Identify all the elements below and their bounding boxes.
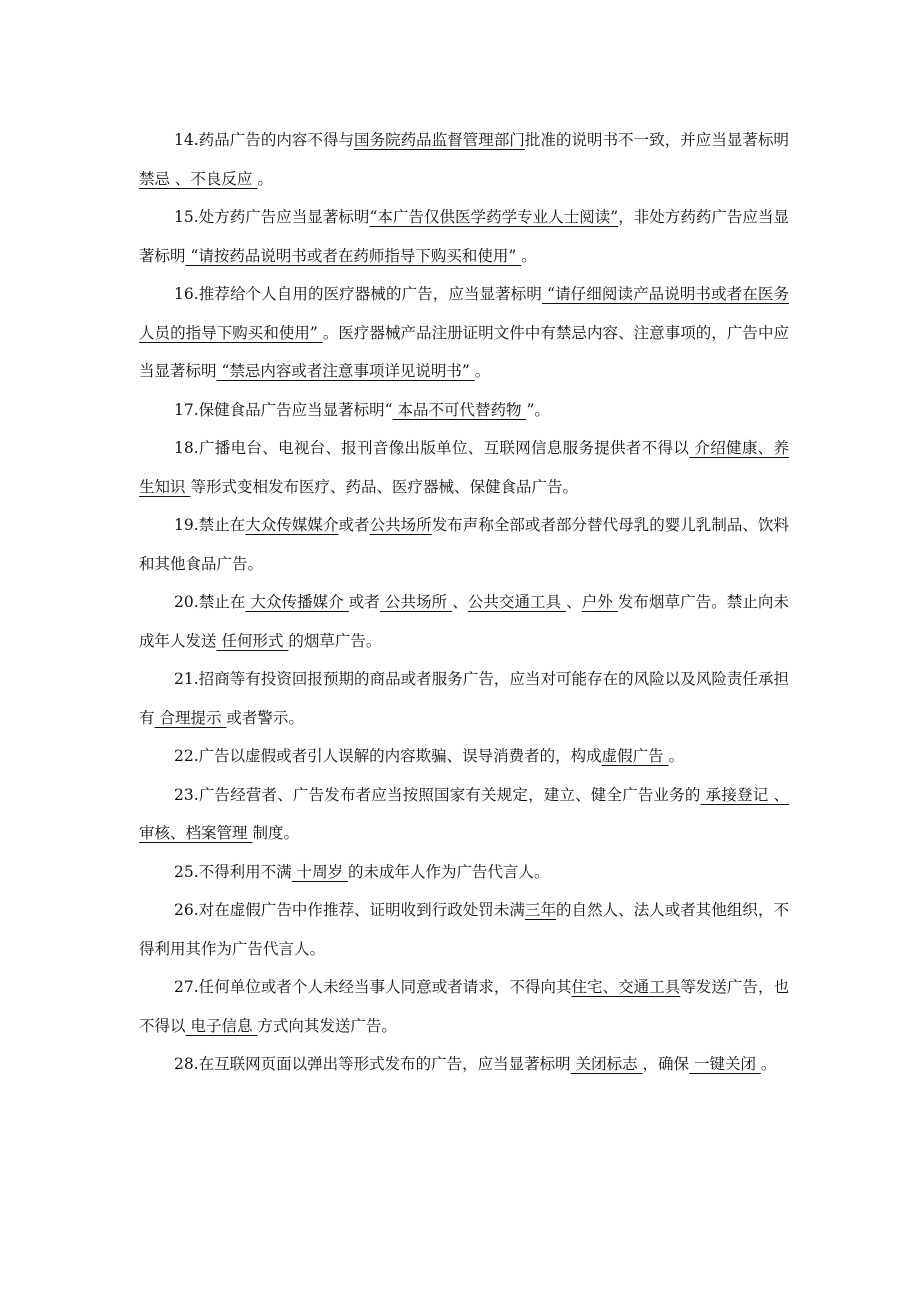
question-text: 的烟草广告。 [288, 631, 382, 650]
question-text: 。 [668, 747, 685, 765]
question-item-14 [139, 121, 789, 198]
question-text: 等发送广告，也不得以 [139, 978, 789, 1035]
answer-blank: “禁忌内容或者注意事项详见说明书” [216, 362, 475, 380]
question-text: 。 [760, 1055, 777, 1073]
question-text: 或者警示。 [226, 708, 304, 727]
question-item-21 [139, 660, 789, 737]
answer-blank: 承接登记 、审核、档案管理 [139, 785, 789, 842]
question-text: 22.广告以虚假或者引人误解的内容欺骗、误导消费者的，构成 [174, 747, 602, 765]
question-text: 等形式变相发布医疗、药品、医疗器械、保健食品广告。 [190, 477, 578, 496]
question-text: 批准的说明书不一致，并应当显著标明 [524, 131, 789, 149]
question-text: 14.药品广告的内容不得与 [174, 131, 355, 149]
question-text: 的自然人、法人或者其他组织，不得利用其作为广告代言人。 [139, 901, 789, 958]
answer-blank: “请按药品说明书或者在药师指导下购买和使用” [185, 246, 522, 265]
answer-blank: “本广告仅供医学药学专业人士阅读” [369, 208, 619, 226]
question-item-15 [139, 198, 789, 275]
question-text: ，非处方药药广告应当显著标明 [139, 208, 789, 265]
question-item-28 [139, 1045, 789, 1084]
question-item-17 [139, 391, 789, 430]
answer-blank: 任何形式 [216, 631, 289, 650]
question-text: 23.广告经营者、广告发布者应当按照国家有关规定，建立、健全广告业务的 [174, 785, 701, 804]
question-text: 的未成年人作为广告代言人。 [348, 862, 550, 881]
question-text: 26.对在虚假广告中作推荐、证明收到行政处罚未满 [174, 901, 525, 919]
question-text: 17.保健食品广告应当显著标明“ [174, 400, 393, 419]
question-text: 16.推荐给个人自用的医疗器械的广告，应当显著标明 [174, 285, 543, 303]
answer-blank: 三年 [524, 901, 556, 919]
question-item-18 [139, 429, 789, 506]
answer-blank: 大众传媒媒介 [245, 516, 339, 534]
question-text: 。医疗器械产品注册证明文件中有禁忌内容、注意事项的，广告中应当显著标明 [139, 323, 789, 380]
question-text: 28.在互联网页面以弹出等形式发布的广告，应当显著标明 [174, 1055, 571, 1073]
question-item-22 [139, 737, 789, 776]
answer-blank: “请仔细阅读产品说明书或者在医务人员的指导下购买和使用” [139, 285, 790, 342]
answer-blank: 国务院药品监督管理部门 [354, 131, 525, 149]
question-text: 制度。 [252, 824, 299, 842]
answer-blank: 虚假广告 [601, 747, 669, 765]
question-text: 发布声称全部或者部分替代母乳的婴儿乳制品、饮料和其他食品广告。 [139, 516, 789, 573]
question-text: 。 [521, 246, 537, 265]
question-text: 。 [257, 169, 273, 188]
answer-blank: 合理提示 [154, 708, 227, 727]
question-text: 方式向其发送广告。 [257, 1016, 397, 1035]
answer-blank: 一键关闭 [689, 1055, 761, 1073]
answer-blank: 本品不可代替药物 [392, 400, 527, 419]
question-text: 21.招商等有投资回报预期的商品或者服务广告，应当对可能存在的风险以及风险责任承担有 [139, 670, 789, 727]
question-text: ”。 [526, 400, 550, 419]
answer-blank: 介绍健康、养生知识 [139, 439, 789, 496]
question-text: 27.任何单位或者个人未经当事人同意或者请求，不得向其 [174, 978, 572, 996]
question-text: 或者 [338, 516, 370, 534]
answer-blank: 禁忌 、不良反应 [139, 169, 258, 188]
question-text: 发布烟草广告。禁止向未成年人发送 [139, 593, 790, 650]
question-text: 。 [474, 362, 491, 380]
document-body [139, 121, 789, 1084]
question-item-27 [139, 968, 789, 1045]
answer-blank: 户外 [581, 593, 618, 611]
answer-blank: 公共场所 [369, 516, 432, 534]
answer-blank: 十周岁 [291, 862, 349, 881]
question-text: 、 [566, 593, 582, 611]
answer-blank: 公共交通工具 [467, 593, 567, 611]
question-item-20 [139, 583, 789, 660]
answer-blank: 公共场所 [379, 593, 453, 611]
answer-blank: 住宅、交通工具 [571, 978, 681, 996]
question-text: 、 [452, 593, 468, 611]
question-item-25 [139, 853, 789, 892]
question-item-19 [139, 506, 789, 583]
question-text: ，确保 [642, 1055, 690, 1073]
answer-blank: 关闭标志 [570, 1055, 643, 1073]
question-text: 18.广播电台、电视台、报刊音像出版单位、互联网信息服务提供者不得以 [174, 439, 690, 457]
question-item-23 [139, 776, 789, 853]
question-text: 25.不得利用不满 [174, 862, 292, 881]
answer-blank: 电子信息 [185, 1016, 258, 1035]
question-text: 或者 [348, 593, 380, 611]
question-item-26 [139, 891, 789, 968]
question-text: 19.禁止在 [174, 516, 246, 534]
question-text: 20.禁止在 [174, 593, 246, 611]
question-text: 15.处方药广告应当显著标明 [174, 208, 370, 226]
question-item-16 [139, 275, 789, 391]
answer-blank: 大众传播媒介 [245, 593, 349, 611]
